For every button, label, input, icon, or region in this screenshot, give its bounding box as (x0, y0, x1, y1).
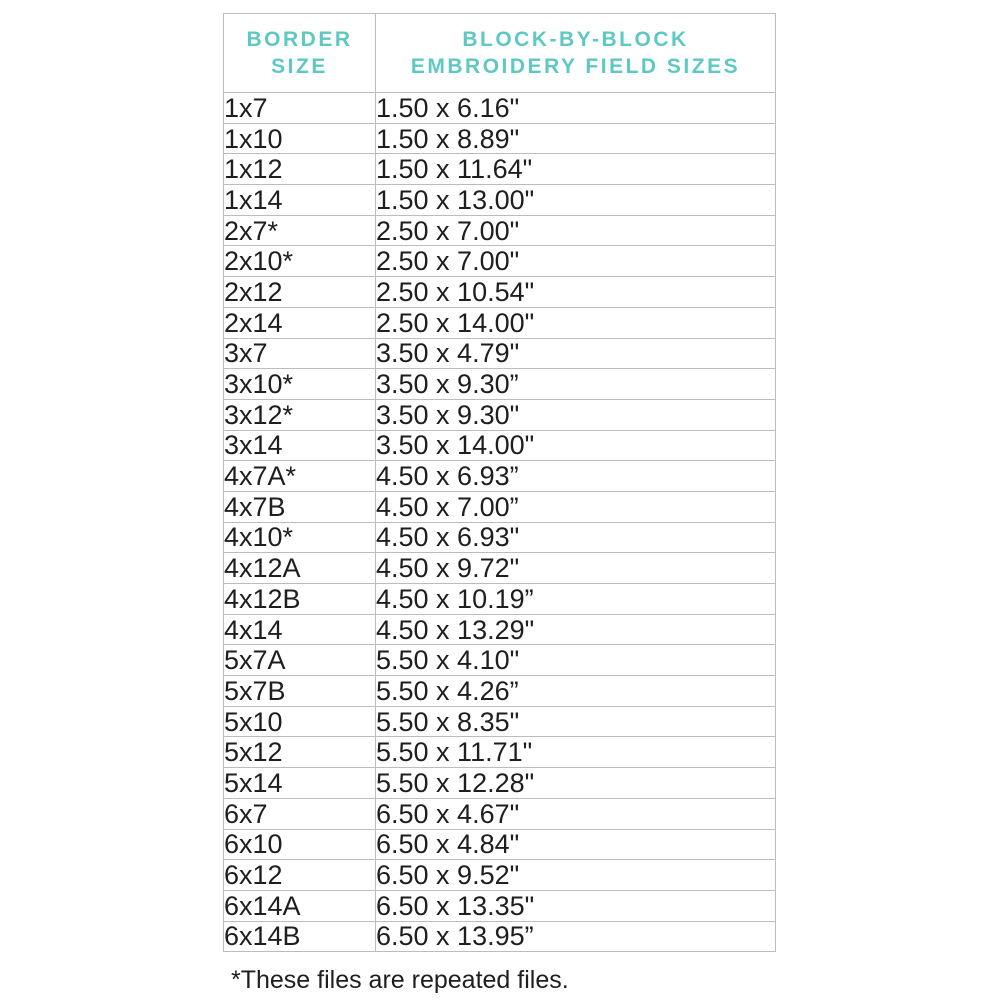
footnote: *These files are repeated files. (231, 966, 569, 994)
table-row (224, 706, 776, 737)
border-size-cell: 4x12A (224, 553, 376, 584)
border-size-header-label: BORDER SIZE (246, 28, 353, 78)
field-size-cell: 4.50 x 6.93" (376, 522, 776, 553)
border-size-cell: 1x10 (224, 123, 376, 154)
table-row (224, 369, 776, 400)
table-row (224, 461, 776, 492)
field-size-cell: 3.50 x 4.79" (376, 338, 776, 369)
border-size-cell: 4x12B (224, 584, 376, 615)
table-row (224, 154, 776, 185)
table-body (224, 93, 776, 952)
border-size-header (224, 14, 376, 93)
border-size-cell: 6x14B (224, 921, 376, 952)
field-size-cell: 4.50 x 7.00” (376, 491, 776, 522)
field-size-cell: 2.50 x 7.00" (376, 246, 776, 277)
table-row (224, 676, 776, 707)
field-size-cell: 3.50 x 9.30” (376, 369, 776, 400)
border-size-cell: 4x7A* (224, 461, 376, 492)
border-size-cell: 6x10 (224, 829, 376, 860)
field-size-cell: 4.50 x 6.93” (376, 461, 776, 492)
field-sizes-header-label: BLOCK-BY-BLOCK EMBROIDERY FIELD SIZES (410, 28, 741, 78)
border-size-cell: 4x10* (224, 522, 376, 553)
field-size-cell: 2.50 x 7.00" (376, 215, 776, 246)
table-row (224, 123, 776, 154)
table-row (224, 215, 776, 246)
table-row (224, 614, 776, 645)
table-row (224, 338, 776, 369)
field-size-cell: 6.50 x 4.84" (376, 829, 776, 860)
border-size-cell: 2x7* (224, 215, 376, 246)
field-size-cell: 1.50 x 8.89" (376, 123, 776, 154)
table-header-row (224, 14, 776, 93)
border-size-cell: 5x7B (224, 676, 376, 707)
table-row (224, 768, 776, 799)
field-size-cell: 5.50 x 11.71" (376, 737, 776, 768)
field-size-cell: 3.50 x 9.30" (376, 399, 776, 430)
border-size-cell: 6x7 (224, 798, 376, 829)
field-size-cell: 4.50 x 9.72" (376, 553, 776, 584)
border-size-cell: 2x10* (224, 246, 376, 277)
border-size-cell: 6x12 (224, 860, 376, 891)
table-row (224, 829, 776, 860)
border-size-cell: 6x14A (224, 890, 376, 921)
field-size-cell: 2.50 x 10.54" (376, 277, 776, 308)
border-size-cell: 5x10 (224, 706, 376, 737)
table-row (224, 553, 776, 584)
field-sizes-header (376, 14, 776, 93)
field-size-cell: 3.50 x 14.00" (376, 430, 776, 461)
border-size-cell: 1x7 (224, 93, 376, 124)
table-row (224, 584, 776, 615)
embroidery-size-table (223, 13, 776, 952)
table-row (224, 921, 776, 952)
table-row (224, 890, 776, 921)
field-size-cell: 4.50 x 13.29" (376, 614, 776, 645)
border-size-cell: 4x7B (224, 491, 376, 522)
field-size-cell: 5.50 x 8.35" (376, 706, 776, 737)
table-row (224, 860, 776, 891)
border-size-cell: 1x12 (224, 154, 376, 185)
border-size-cell: 5x12 (224, 737, 376, 768)
field-size-cell: 6.50 x 13.95” (376, 921, 776, 952)
table-row (224, 307, 776, 338)
table-row (224, 645, 776, 676)
field-size-cell: 2.50 x 14.00" (376, 307, 776, 338)
field-size-cell: 6.50 x 9.52" (376, 860, 776, 891)
table-row (224, 93, 776, 124)
border-size-cell: 4x14 (224, 614, 376, 645)
border-size-cell: 3x7 (224, 338, 376, 369)
field-size-cell: 6.50 x 13.35" (376, 890, 776, 921)
border-size-cell: 3x10* (224, 369, 376, 400)
table-row (224, 277, 776, 308)
table-row (224, 491, 776, 522)
border-size-cell: 2x14 (224, 307, 376, 338)
field-size-cell: 6.50 x 4.67" (376, 798, 776, 829)
border-size-cell: 5x7A (224, 645, 376, 676)
table-row (224, 430, 776, 461)
border-size-cell: 3x14 (224, 430, 376, 461)
border-size-cell: 2x12 (224, 277, 376, 308)
field-size-cell: 5.50 x 4.26” (376, 676, 776, 707)
table-row (224, 185, 776, 216)
border-size-cell: 3x12* (224, 399, 376, 430)
field-size-cell: 4.50 x 10.19” (376, 584, 776, 615)
field-size-cell: 1.50 x 6.16" (376, 93, 776, 124)
table-row (224, 522, 776, 553)
border-size-cell: 1x14 (224, 185, 376, 216)
table-row (224, 737, 776, 768)
field-size-cell: 1.50 x 13.00" (376, 185, 776, 216)
border-size-cell: 5x14 (224, 768, 376, 799)
table-row (224, 399, 776, 430)
field-size-cell: 5.50 x 12.28" (376, 768, 776, 799)
table-row (224, 798, 776, 829)
field-size-cell: 1.50 x 11.64" (376, 154, 776, 185)
table-row (224, 246, 776, 277)
field-size-cell: 5.50 x 4.10" (376, 645, 776, 676)
